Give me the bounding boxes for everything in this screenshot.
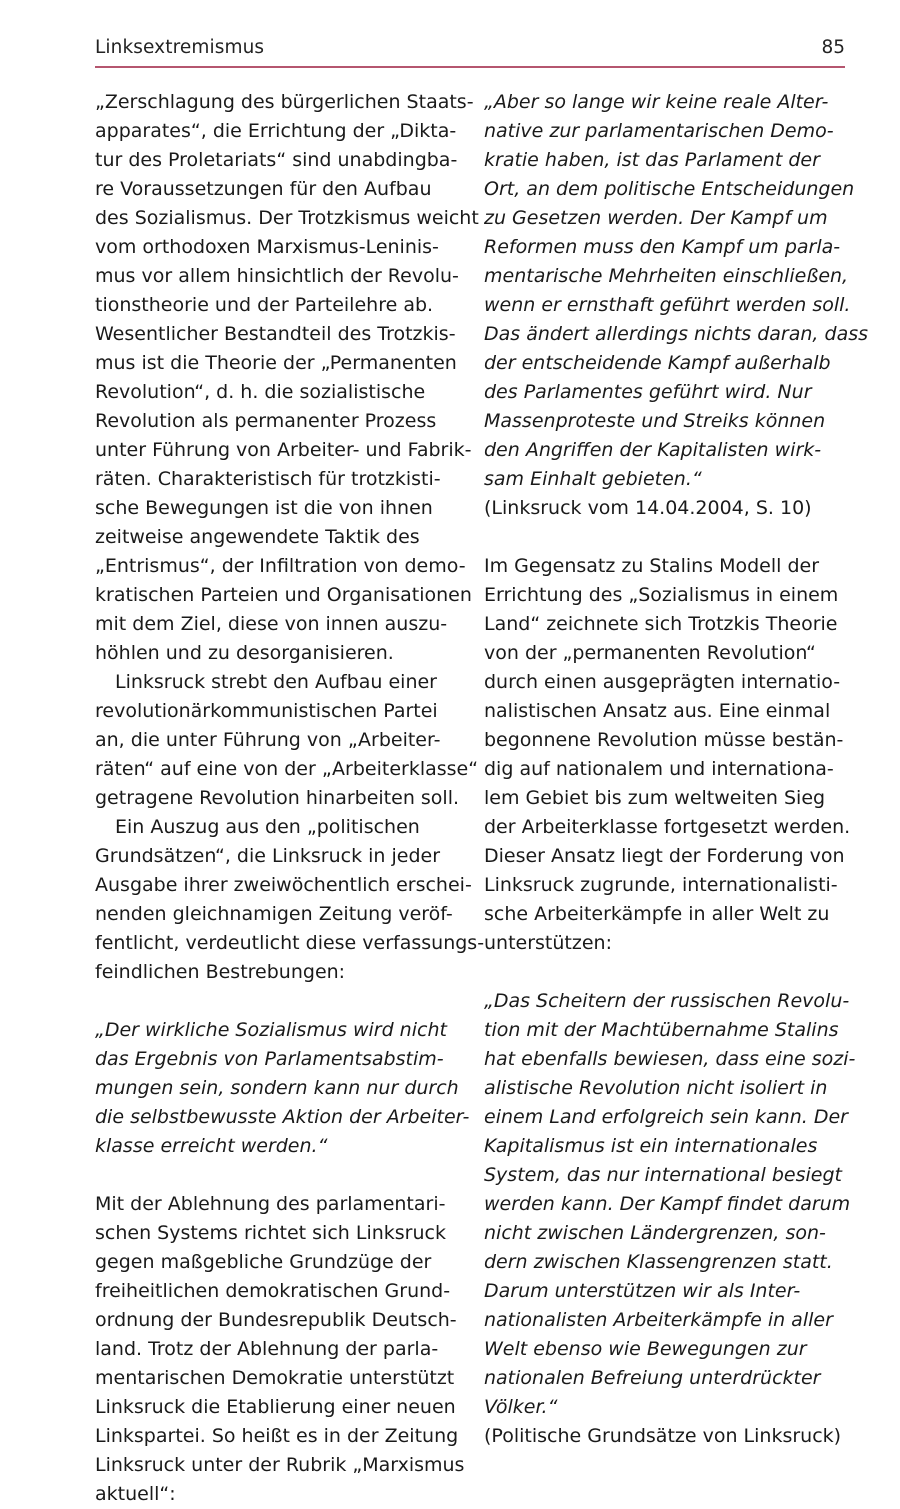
text-line: schen Systems richtet sich Linksruck (95, 1222, 446, 1244)
text-line: Grundsätzen“, die Linksruck in jeder (95, 845, 441, 867)
text-line: tion mit der Machtübernahme Stalins (484, 1019, 839, 1041)
paragraph (95, 1190, 465, 1509)
text-line: Ausgabe ihrer zweiwöchentlich erschei- (95, 874, 472, 896)
page-number: 85 (821, 37, 845, 58)
text-line: Linksruck strebt den Aufbau einer (115, 671, 437, 693)
paragraph (484, 494, 834, 523)
paragraph (484, 987, 856, 1422)
paragraph (95, 88, 479, 668)
text-line: Linkspartei. So heißt es in der Zeitung (95, 1425, 459, 1447)
text-line: das Ergebnis von Parlamentsabstim- (95, 1048, 444, 1070)
text-line: zu Gesetzen werden. Der Kampf um (484, 207, 828, 229)
text-line: dern zwischen Klassengrenzen statt. (484, 1251, 833, 1273)
text-line: unter Führung von Arbeiter- und Fabrik- (95, 439, 472, 461)
header-rule (95, 66, 845, 68)
text-line: revolutionärkommunistischen Partei (95, 700, 438, 722)
running-head (95, 36, 845, 62)
text-line: mus vor allem hinsichtlich der Revolu- (95, 265, 459, 287)
text-line: (Politische Grundsätze von Linksruck) (484, 1425, 842, 1447)
text-line: feindlichen Bestrebungen: (95, 961, 346, 983)
text-line: Ort, an dem politische Entscheidungen (484, 178, 855, 200)
text-line: des Sozialismus. Der Trotzkismus weicht (95, 207, 479, 229)
paragraph (484, 1422, 842, 1451)
text-line: Revolution als permanenter Prozess (95, 410, 437, 432)
text-line: gegen maßgebliche Grundzüge der (95, 1251, 432, 1273)
text-line: re Voraussetzungen für den Aufbau (95, 178, 432, 200)
text-line: klasse erreicht werden.“ (95, 1135, 328, 1157)
text-line: die selbstbewusste Aktion der Arbeiter- (95, 1106, 470, 1128)
text-line: Linksruck zugrunde, internationalisti- (484, 874, 838, 896)
text-line: werden kann. Der Kampf findet darum (484, 1193, 851, 1215)
text-line: an, die unter Führung von „Arbeiter- (95, 729, 441, 751)
paragraph-spacer (95, 987, 445, 1016)
text-line: (Linksruck vom 14.04.2004, S. 10) (484, 497, 812, 519)
text-line: nationalisten Arbeiterkämpfe in aller (484, 1309, 833, 1331)
text-line: zeitweise angewendete Taktik des (95, 526, 420, 548)
text-line: Linksruck die Etablierung einer neuen (95, 1396, 456, 1418)
text-line: Das ändert allerdings nichts daran, dass (484, 323, 869, 345)
text-line: mungen sein, sondern kann nur durch (95, 1077, 459, 1099)
text-line: hat ebenfalls bewiesen, dass eine sozi- (484, 1048, 856, 1070)
text-line: getragene Revolution hinarbeiten soll. (95, 787, 460, 809)
text-line: Land“ zeichnete sich Trotzkis Theorie (484, 613, 838, 635)
text-line: „Das Scheitern der russischen Revolu- (484, 990, 850, 1012)
text-line: mit dem Ziel, diese von innen auszu- (95, 613, 448, 635)
text-line: begonnene Revolution müsse bestän- (484, 729, 844, 751)
text-line: kratischen Parteien und Organisationen (95, 584, 472, 606)
text-line: „Aber so lange wir keine reale Alter- (484, 91, 829, 113)
text-line: nalistischen Ansatz aus. Eine einmal (484, 700, 831, 722)
text-line: vom orthodoxen Marxismus-Leninis- (95, 236, 439, 258)
text-column-right (484, 88, 869, 1451)
text-line: lem Gebiet bis zum weltweiten Sieg (484, 787, 826, 809)
text-line: der entscheidende Kampf außerhalb (484, 352, 831, 374)
text-line: mentarischen Demokratie unterstützt (95, 1367, 455, 1389)
text-line: Im Gegensatz zu Stalins Modell der (484, 555, 820, 577)
text-line: Revolution“, d. h. die sozialistische (95, 381, 426, 403)
text-line: Reformen muss den Kampf um parla- (484, 236, 841, 258)
text-line: durch einen ausgeprägten internatio- (484, 671, 841, 693)
text-line: Dieser Ansatz liegt der Forderung von (484, 845, 845, 867)
text-line: freiheitlichen demokratischen Grund- (95, 1280, 451, 1302)
text-line: „Entrismus“, der Infiltration von demo- (95, 555, 466, 577)
text-line: höhlen und zu desorganisieren. (95, 642, 394, 664)
text-line: Massenproteste und Streiks können (484, 410, 826, 432)
text-line: der Arbeiterklasse fortgesetzt werden. (484, 816, 851, 838)
text-line: sche Arbeiterkämpfe in aller Welt zu (484, 903, 830, 925)
text-line: ordnung der Bundesrepublik Deutsch- (95, 1309, 457, 1331)
text-line: Darum unterstützen wir als Inter- (484, 1280, 801, 1302)
paragraph (484, 552, 851, 958)
text-line: aktuell“: (95, 1483, 176, 1505)
text-line: native zur parlamentarischen Demo- (484, 120, 834, 142)
text-line: „Der wirkliche Sozialismus wird nicht (95, 1019, 447, 1041)
text-line: unterstützen: (484, 932, 612, 954)
paragraph-spacer (484, 523, 834, 552)
running-head-title: Linksextremismus (95, 37, 265, 58)
paragraph (484, 88, 869, 494)
text-line: nenden gleichnamigen Zeitung veröf- (95, 903, 453, 925)
paragraph-spacer (484, 958, 834, 987)
text-line: nationalen Befreiung unterdrückter (484, 1367, 821, 1389)
text-line: Errichtung des „Sozialismus in einem (484, 584, 839, 606)
paragraph-spacer (95, 1161, 445, 1190)
text-line: nicht zwischen Ländergrenzen, son- (484, 1222, 826, 1244)
text-line: Kapitalismus ist ein internationales (484, 1135, 818, 1157)
text-line: räten. Charakteristisch für trotzkisti- (95, 468, 441, 490)
text-line: des Parlamentes geführt wird. Nur (484, 381, 812, 403)
text-line: Völker.“ (484, 1396, 558, 1418)
text-line: sam Einhalt gebieten.“ (484, 468, 702, 490)
text-line: sche Bewegungen ist die von ihnen (95, 497, 433, 519)
text-line: System, das nur international besiegt (484, 1164, 842, 1186)
text-line: Welt ebenso wie Bewegungen zur (484, 1338, 807, 1360)
paragraph (95, 668, 479, 813)
text-line: Linksruck unter der Rubrik „Marxismus (95, 1454, 465, 1476)
paragraph (95, 813, 485, 987)
text-line: tionstheorie und der Parteilehre ab. (95, 294, 434, 316)
text-line: mus ist die Theorie der „Permanenten (95, 352, 457, 374)
text-column-left (95, 88, 485, 1509)
text-line: fentlicht, verdeutlicht diese verfassungs- (95, 932, 485, 954)
text-line: tur des Proletariats“ sind unabdingba- (95, 149, 458, 171)
text-line: den Angriffen der Kapitalisten wirk- (484, 439, 822, 461)
text-line: kratie haben, ist das Parlament der (484, 149, 820, 171)
text-line: von der „permanenten Revolution“ (484, 642, 816, 664)
text-line: land. Trotz der Ablehnung der parla- (95, 1338, 439, 1360)
text-line: mentarische Mehrheiten einschließen, (484, 265, 849, 287)
text-line: „Zerschlagung des bürgerlichen Staats- (95, 91, 474, 113)
text-line: Mit der Ablehnung des parlamentari- (95, 1193, 446, 1215)
text-line: Ein Auszug aus den „politischen (115, 816, 420, 838)
text-line: dig auf nationalem und internationa- (484, 758, 834, 780)
text-line: wenn er ernsthaft geführt werden soll. (484, 294, 851, 316)
text-line: einem Land erfolgreich sein kann. Der (484, 1106, 848, 1128)
text-line: räten“ auf eine von der „Arbeiterklasse“ (95, 758, 479, 780)
text-line: apparates“, die Errichtung der „Dikta- (95, 120, 457, 142)
paragraph (95, 1016, 470, 1161)
text-line: alistische Revolution nicht isoliert in (484, 1077, 828, 1099)
text-line: Wesentlicher Bestandteil des Trotzkis- (95, 323, 456, 345)
